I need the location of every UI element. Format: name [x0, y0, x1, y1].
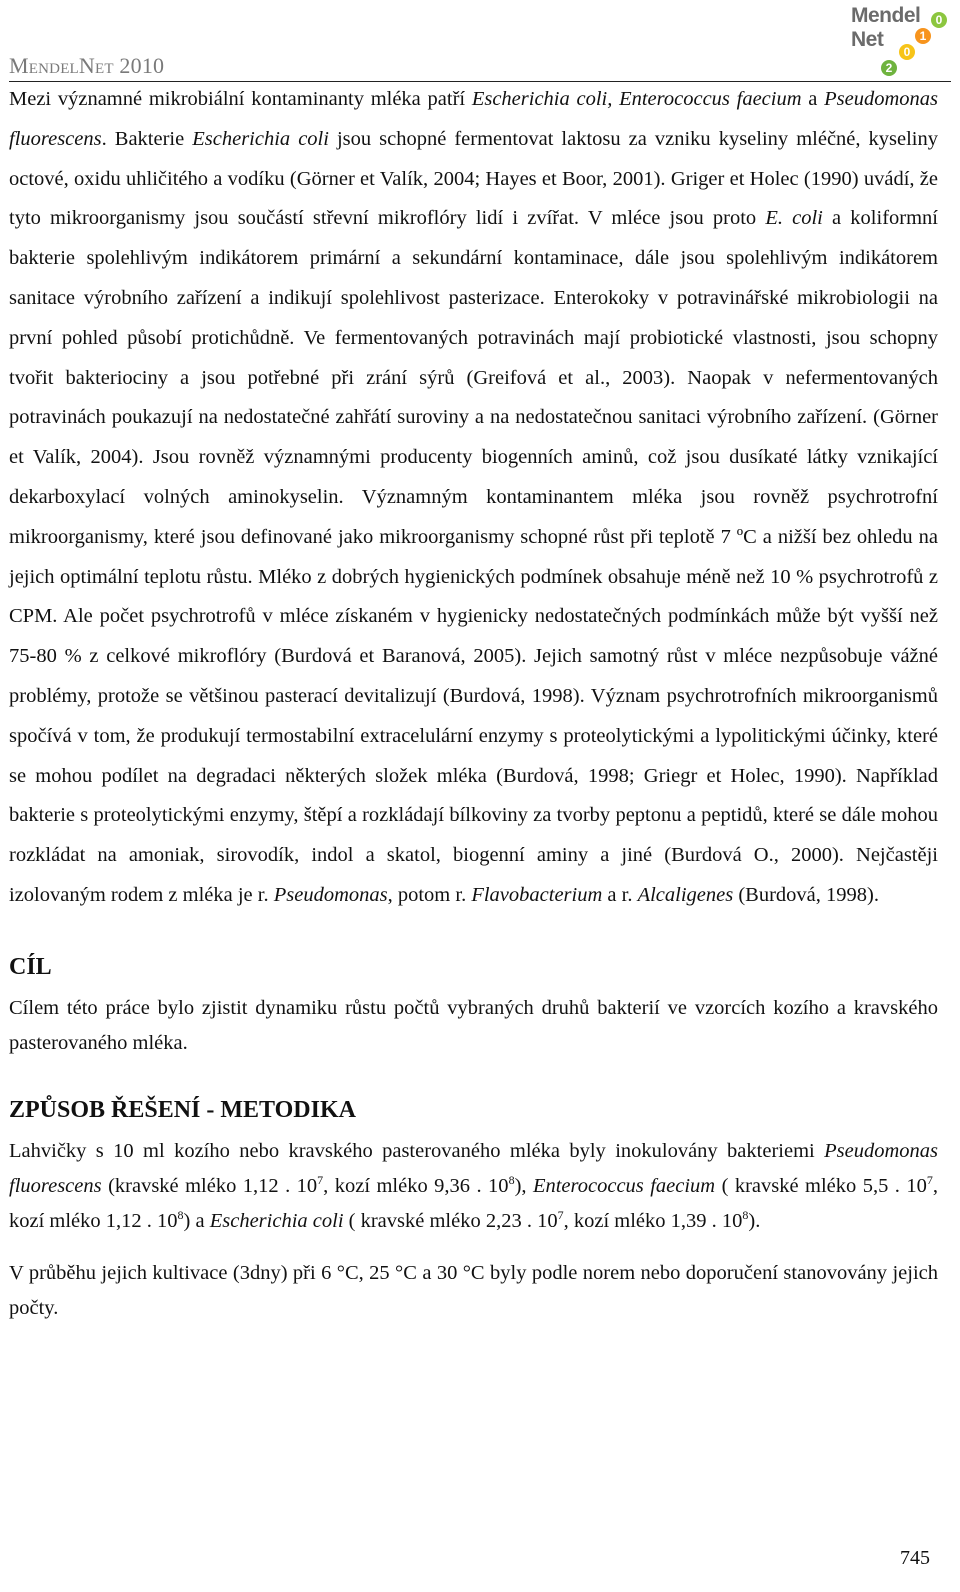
section-heading-goal: CÍL	[9, 953, 52, 980]
logo-digit-0b: 0	[899, 44, 915, 60]
section-heading-method: ZPŮSOB ŘEŠENÍ - METODIKA	[9, 1096, 356, 1123]
conference-title: MendelNet 2010	[9, 53, 165, 78]
article-body	[9, 80, 938, 1326]
logo-digit-2: 2	[881, 60, 897, 76]
method-paragraph-2: V průběhu jejich kultivace (3dny) při 6 °C, 25 °C a 30 °C byly podle norem nebo doporučení stanovovány jejich počty.	[9, 1261, 938, 1319]
intro-paragraph: Mezi významné mikrobiální kontaminanty mléka patří Escherichia coli, Enterococcus faecium a Pseudomonas fluorescens. Bakterie Escherichia coli jsou schopné fermentovat laktosu za vzniku kyseliny mléčné, kyseliny octové, oxidu uhličitého a vodíku (Görner et Valík, 2004; Hayes et Boor, 2001). Griger et Holec (1990) uvádí, že tyto mikroorganismy jsou součástí střevní mikroflóry lidí i zvířat. V mléce jsou proto E. coli a koliformní bakterie spolehlivým indikátorem primární a sekundární kontaminace, dále jsou spolehlivým indikátorem sanitace výrobního zařízení a indikují spolehlivost pasterizace. Enterokoky v potravinářské mikrobiologii na první pohled působí protichůdně. Ve fermentovaných potravinách mají probiotické vlastnosti, jsou schopny tvořit bakteriociny a jsou potřebné při zrání sýrů (Greifová et al., 2003). Naopak v nefermentovaných potravinách poukazují na nedostatečné zahřátí suroviny a na nedostatečnou sanitaci výrobního zařízení. (Görner et Valík, 2004). Jsou rovněž významnými producenty biogenních aminů, což jsou dusíkaté látky vznikající dekarboxylací volných aminokyselin. Významným kontaminantem mléka jsou rovněž psychrotrofní mikroorganismy, které jsou definované jako mikroorganismy schopné růst při teplotě 7 ºC a nižší bez ohledu na jejich optimální teplotu růstu. Mléko z dobrých hygienických podmínek obsahuje méně než 10 % psychrotrofů z CPM. Ale počet psychrotrofů v mléce získaném v hygienicky nedostatečných podmínkách může být vyšší než 75-80 % z celkové mikroflóry (Burdová et Baranová, 2005). Jejich samotný růst v mléce nezpůsobuje vážné problémy, protože se většinou pasterací devitalizují (Burdová, 1998). Význam psychrotrofních mikroorganismů spočívá v tom, že produkují termostabilní extracelulární enzymy s proteolytickými a lypolitickými účinky, které se mohou podílet na degradaci některých složek mléka (Burdová, 1998; Griegr et Holec, 1990). Například bakterie s proteolytickými enzymy, štěpí a rozkládají bílkoviny za tvorby peptonu a peptidů, které se dále mohou rozkládat na amoniak, sirovodík, indol a skatol, biogenní aminy a jiné (Burdová O., 2000). Nejčastěji izolovaným rodem z mléka je r. Pseudomonas, potom r. Flavobacterium a r. Alcaligenes (Burdová, 1998).	[9, 88, 939, 906]
goal-paragraph: Cílem této práce bylo zjistit dynamiku růstu počtů vybraných druhů bakterií ve vzorcích kozího a kravského pasterovaného mléka.	[9, 996, 938, 1054]
page-header	[9, 0, 951, 82]
page-number: 745	[900, 1547, 930, 1569]
method-paragraph-1: Lahvičky s 10 ml kozího nebo kravského pasterovaného mléka byly inokulovány bakteriemi Pseudomonas fluorescens (kravské mléko 1,12 . $10^7$, kozí mléko 9,36 . $10^8$), Enterococcus faecium ( kravské mléko 5,5 . $10^7$, kozí mléko 1,12 . $10^8$) a Escherichia coli ( kravské mléko 2,23 . $10^7$, kozí mléko 1,39 . $10^8$).	[9, 1139, 938, 1232]
logo-digit-0a: 0	[931, 12, 947, 28]
mendelnet-logo	[847, 2, 957, 80]
logo-word-mendel: Mendel	[851, 4, 921, 27]
logo-digit-1: 1	[915, 28, 931, 44]
logo-word-net: Net	[851, 28, 884, 51]
